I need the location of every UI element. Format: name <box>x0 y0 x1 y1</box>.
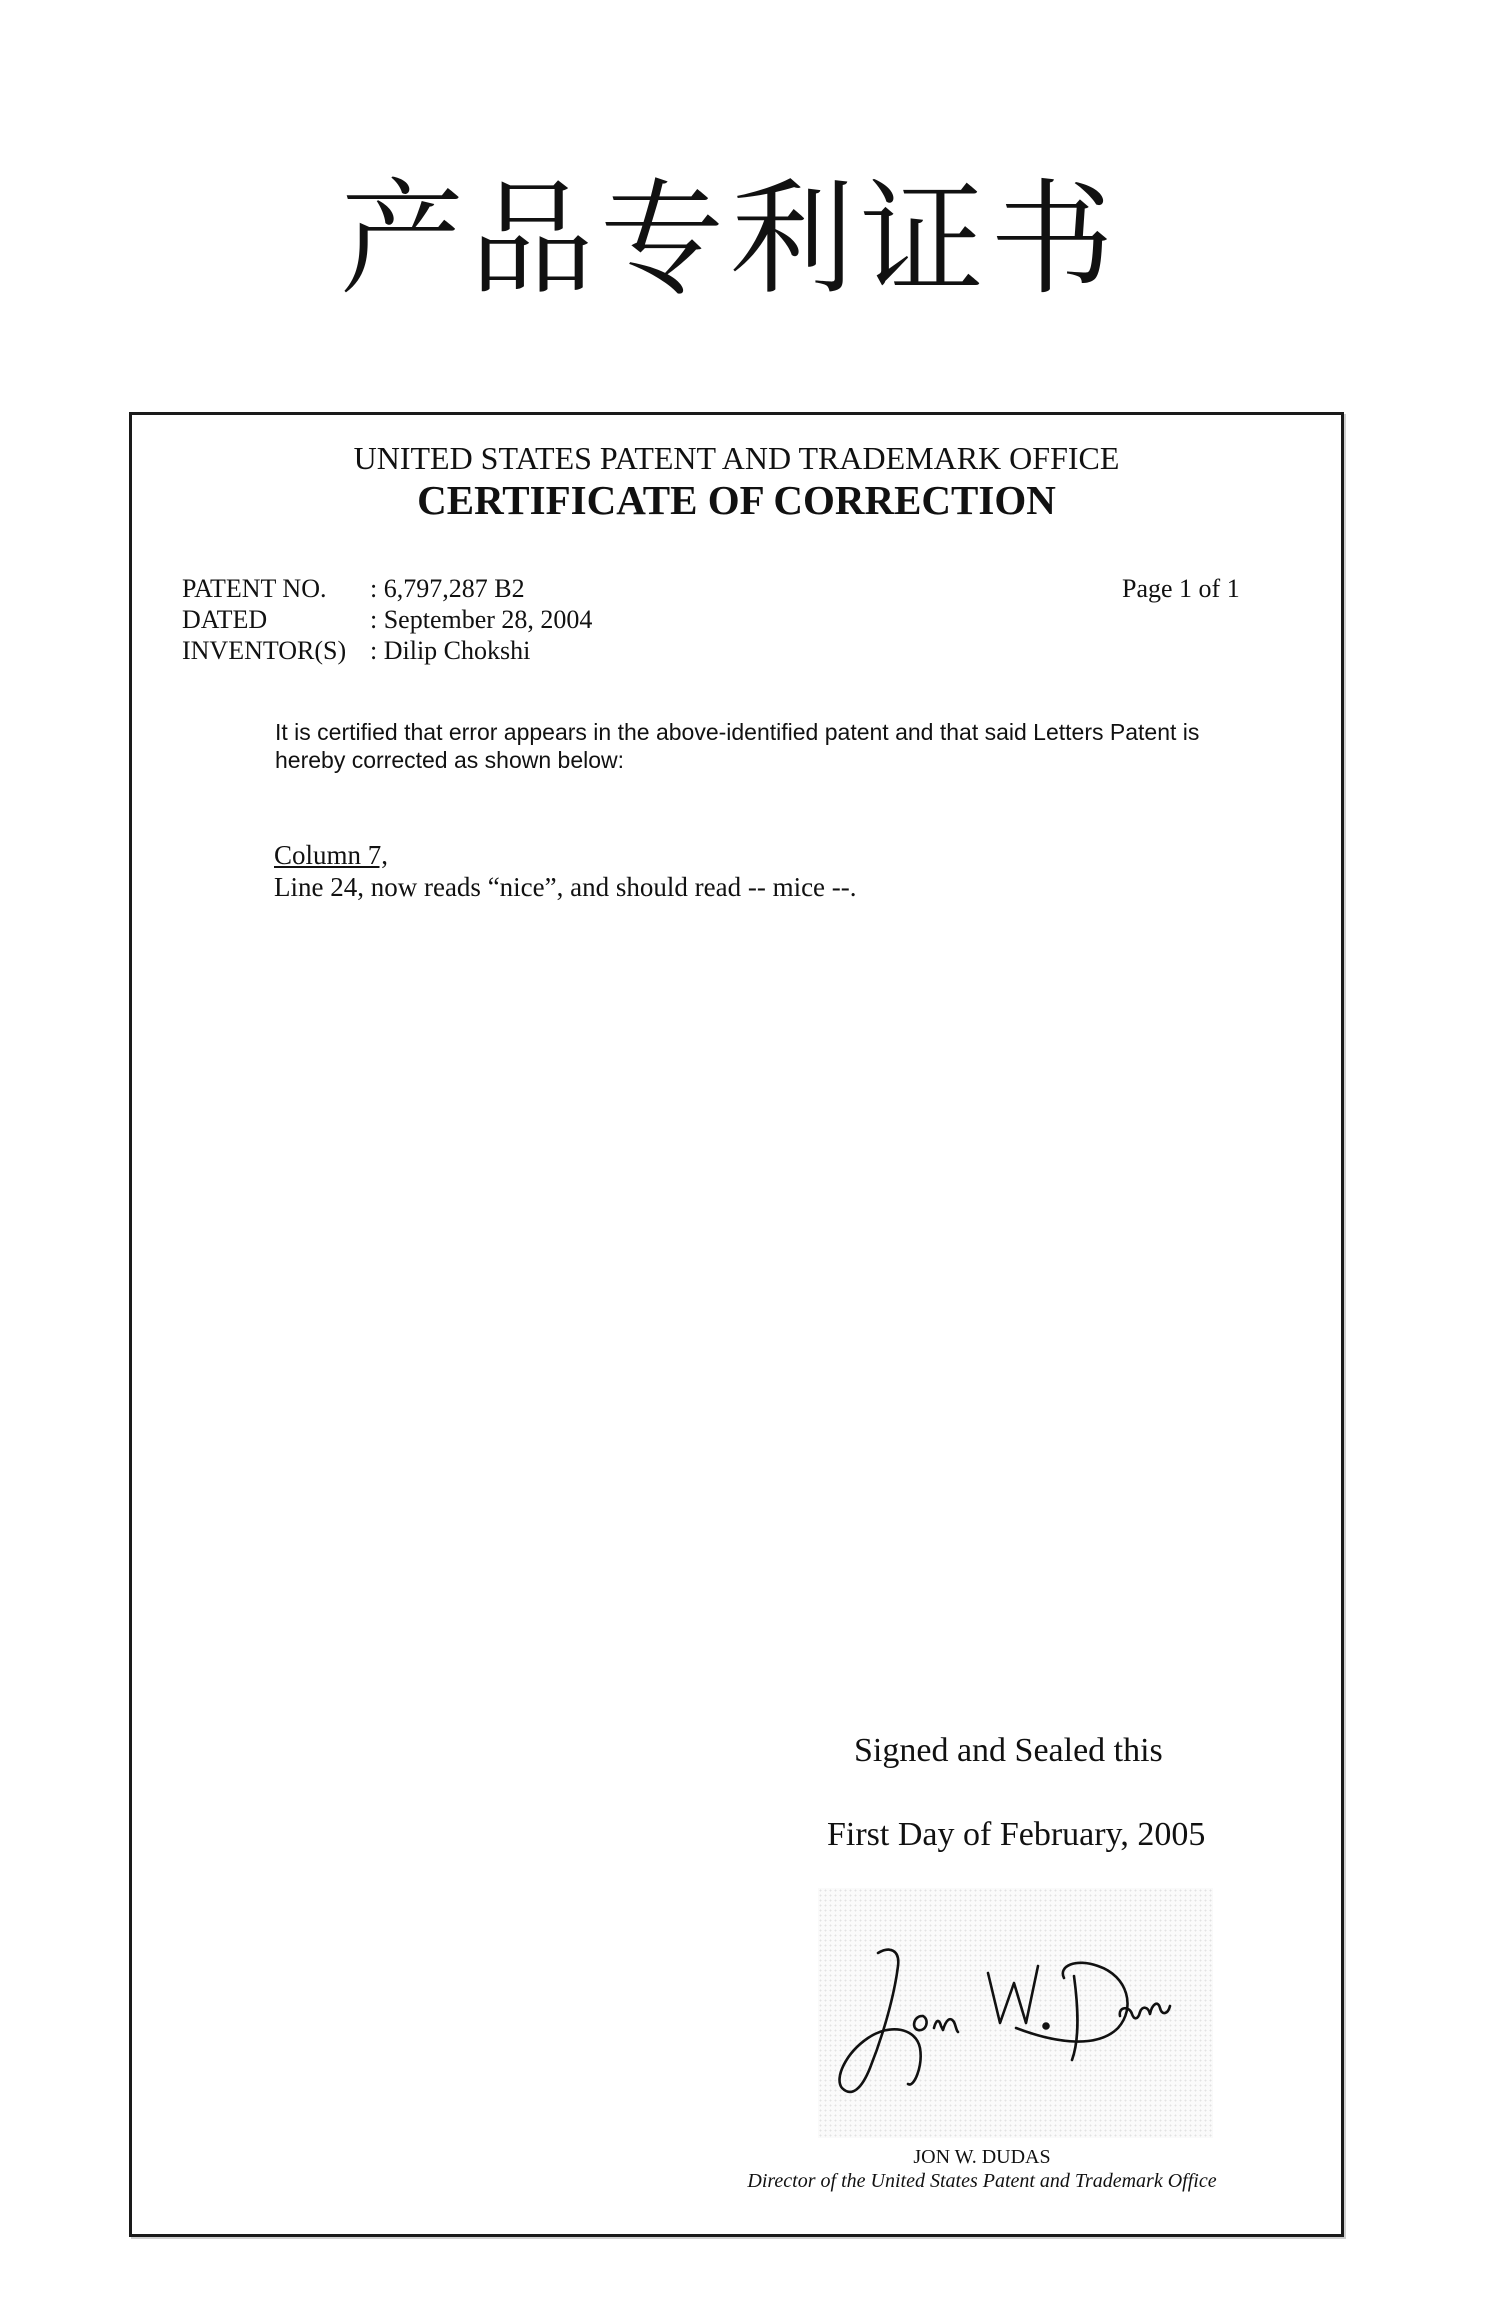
inventor-row <box>182 635 592 666</box>
patent-no-row <box>182 573 592 604</box>
signature-icon <box>818 1888 1213 2138</box>
patent-metadata <box>182 573 592 666</box>
director-title: Director of the United States Patent and Trademark Office <box>747 2170 1217 2192</box>
signed-sealed-line: Signed and Sealed this <box>854 1732 1163 1769</box>
dated-value: : September 28, 2004 <box>370 605 593 634</box>
dated-label: DATED <box>182 605 268 634</box>
patent-no-label: PATENT NO. <box>182 574 327 603</box>
correction-line: Line 24, now reads “nice”, and should read -- mice --. <box>274 872 857 902</box>
director-name: JON W. DUDAS <box>913 2146 1051 2168</box>
certified-statement: It is certified that error appears in the above-identified patent and that said Letters Patent is hereby corrected as shown below: <box>275 719 1200 773</box>
inventor-value: : Dilip Chokshi <box>370 636 531 665</box>
page-header: 产品专利证书 <box>339 168 1120 312</box>
column-reference: Column 7, <box>274 840 389 870</box>
signature-image <box>818 1888 1213 2138</box>
dated-row <box>182 604 592 635</box>
inventor-label: INVENTOR(S) <box>182 636 347 665</box>
certificate-frame <box>129 412 1344 2237</box>
office-name: UNITED STATES PATENT AND TRADEMARK OFFICE <box>353 440 1120 476</box>
certificate-title: CERTIFICATE OF CORRECTION <box>417 477 1056 523</box>
patent-no-value: : 6,797,287 B2 <box>370 574 525 603</box>
page-count: Page 1 of 1 <box>1122 574 1240 603</box>
sealed-date-line: First Day of February, 2005 <box>827 1816 1206 1853</box>
